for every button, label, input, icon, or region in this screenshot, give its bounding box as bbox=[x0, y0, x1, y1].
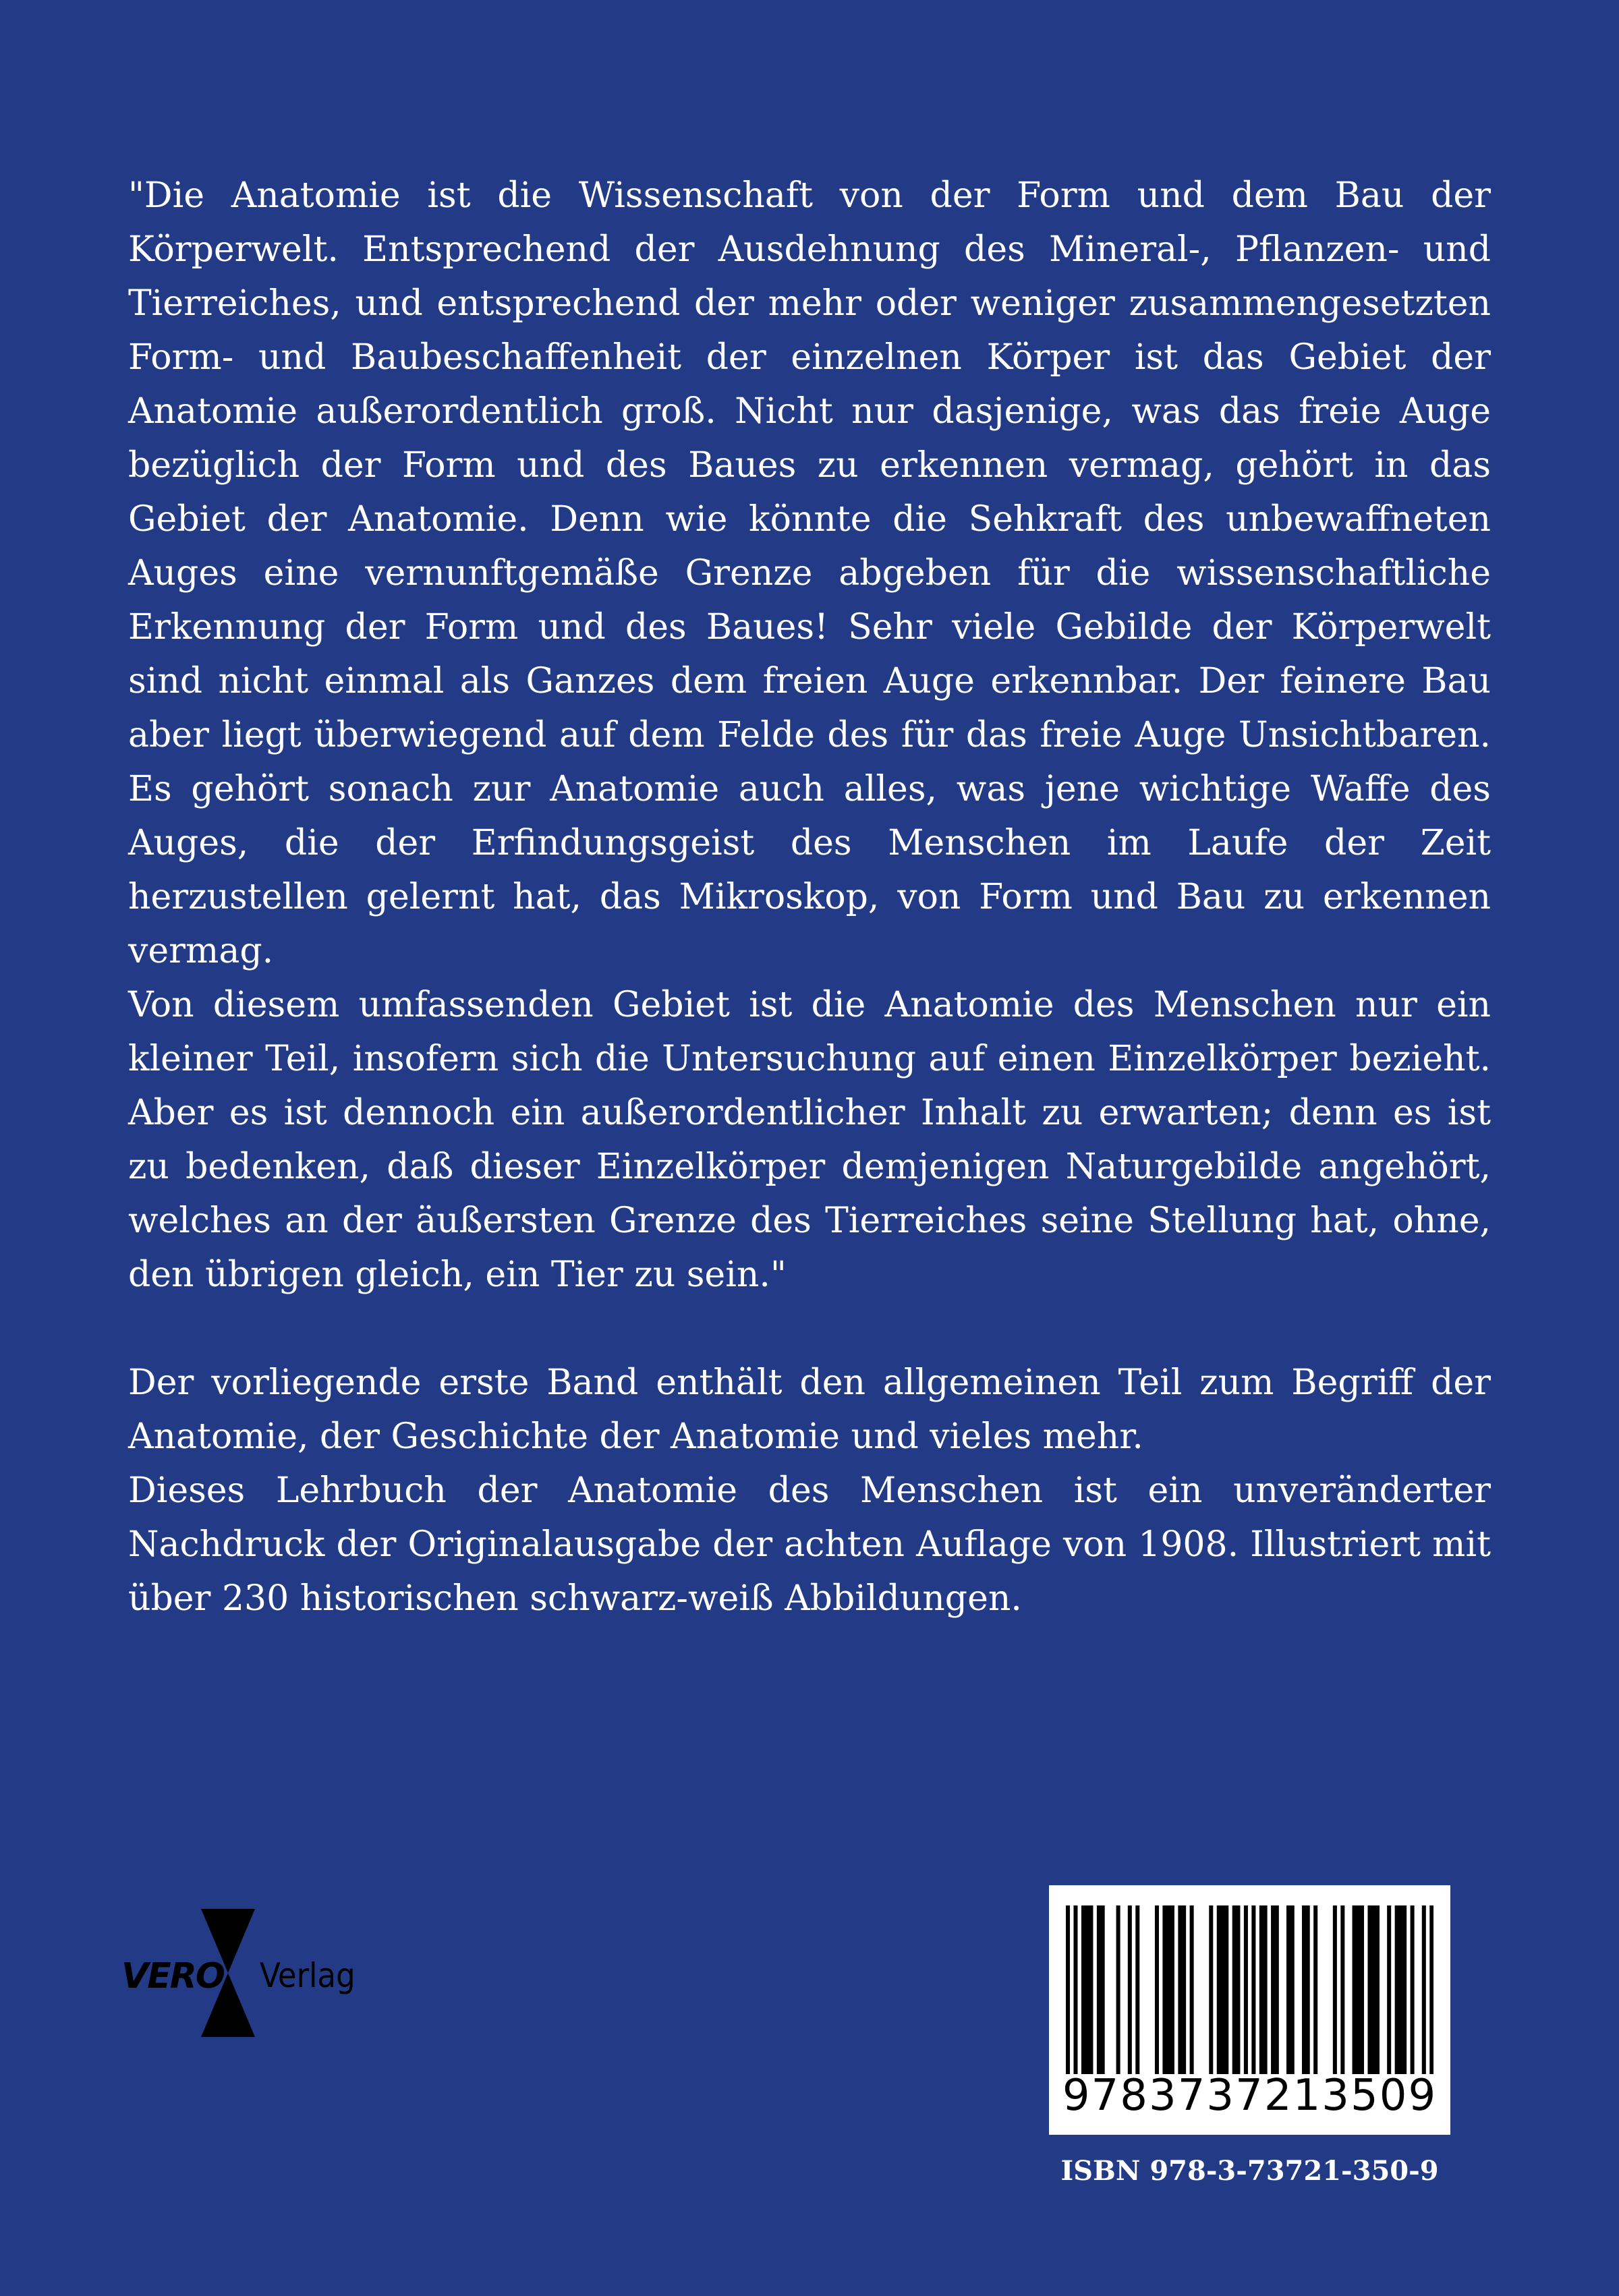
barcode-digits: 9783737213509 bbox=[1062, 2071, 1438, 2121]
barcode-bar bbox=[1275, 1905, 1279, 2074]
barcode-bar bbox=[1085, 1905, 1089, 2074]
barcode-bar bbox=[1128, 1905, 1132, 2074]
barcode-bar bbox=[1333, 1905, 1337, 2074]
barcode-bar bbox=[1271, 1905, 1275, 2074]
barcode-bar bbox=[1429, 1905, 1433, 2074]
barcode-bar bbox=[1306, 1905, 1310, 2074]
blurb-paragraph-volume: Der vorliegende erste Band enthält den allgemeinen Teil zum Begriff der Anatomie, der Geschichte der Anatomie und vieles mehr. bbox=[128, 1362, 1491, 1457]
barcode-bar bbox=[1251, 1905, 1255, 2074]
barcode-bar bbox=[1220, 1905, 1224, 2074]
barcode-bar bbox=[1089, 1905, 1093, 2074]
barcode-bar bbox=[1360, 1905, 1364, 2074]
barcode-bar bbox=[1116, 1905, 1120, 2074]
barcode-bar bbox=[1353, 1905, 1357, 2074]
barcode-bar bbox=[1313, 1905, 1317, 2074]
barcode-bar bbox=[1371, 1905, 1375, 2074]
barcode-bar bbox=[1244, 1905, 1248, 2074]
barcode-bar bbox=[1367, 1905, 1371, 2074]
barcode-bar bbox=[1387, 1905, 1391, 2074]
barcode-bar bbox=[1217, 1905, 1221, 2074]
barcode-bar bbox=[1402, 1905, 1407, 2074]
barcode-bar bbox=[1286, 1905, 1290, 2074]
barcode-bar bbox=[1162, 1905, 1166, 2074]
barcode-bar bbox=[1155, 1905, 1159, 2074]
barcode-bar bbox=[1182, 1905, 1186, 2074]
blurb-paragraph-reprint: Dieses Lehrbuch der Anatomie des Menschen ist ein unveränderter Nachdruck der Originalausgabe der achten Auflage von 1908. Illustriert mit über 230 historischen schwarz-weiß Abbildungen. bbox=[128, 1470, 1491, 1619]
barcode-bar bbox=[1395, 1905, 1399, 2074]
barcode-bar bbox=[1170, 1905, 1174, 2074]
publisher-logo bbox=[121, 1909, 356, 2037]
barcode-bar bbox=[1166, 1905, 1170, 2074]
barcode-bar bbox=[1259, 1905, 1263, 2074]
blurb-text bbox=[128, 169, 1491, 1626]
barcode-bar bbox=[1290, 1905, 1295, 2074]
logo-word-vero: VERO bbox=[121, 1956, 225, 1997]
barcode-bar bbox=[1101, 1905, 1105, 2074]
barcode-bar bbox=[1375, 1905, 1380, 2074]
barcode-bar bbox=[1411, 1905, 1415, 2074]
logo-word-verlag: Verlag bbox=[260, 1956, 356, 1995]
barcode-bar bbox=[1066, 1905, 1070, 2074]
barcode-bar bbox=[1178, 1905, 1182, 2074]
blurb-paragraph-quote-2: Von diesem umfassenden Gebiet ist die Anatomie des Menschen nur ein kleiner Teil, insofern sich die Untersuchung auf einen Einzelkörper bezieht. Aber es ist dennoch ein außerordentlicher Inhalt zu erwarten; denn es ist zu bedenken, daß dieser Einzelkörper demjenigen Naturgebilde angehört, welches an der äußersten Grenze des Tierreiches seine Stellung hat, ohne, den übrigen gleich, ein Tier zu sein." bbox=[128, 985, 1491, 1295]
barcode-bar bbox=[1302, 1905, 1306, 2074]
barcode-bar bbox=[1097, 1905, 1101, 2074]
isbn-label: ISBN 978-3-73721-350-9 bbox=[1060, 2155, 1439, 2187]
barcode-bar bbox=[1340, 1905, 1344, 2074]
barcode-bar bbox=[1422, 1905, 1426, 2074]
barcode bbox=[1049, 1885, 1450, 2135]
barcode-bar bbox=[1224, 1905, 1228, 2074]
barcode-bars bbox=[1066, 1905, 1433, 2074]
barcode-bar bbox=[1135, 1905, 1139, 2074]
barcode-bar bbox=[1398, 1905, 1402, 2074]
blurb-paragraph-quote-1: "Die Anatomie ist die Wissenschaft von der Form und dem Bau der Körperwelt. Entsprechend der Ausdehnung des Mineral-, Pflanzen- und Tierreiches, und entsprechend der mehr oder weniger zusammengesetzten Form- und Baubeschaffenheit der einzelnen Körper ist das Gebiet der Anatomie außerordentlich groß. Nicht nur dasjenige, was das freie Auge bezüglich der Form und des Baues zu erkennen vermag, gehört in das Gebiet der Anatomie. Denn wie könnte die Sehkraft des unbewaffneten Auges eine vernunftgemäße Grenze abgeben für die wissenschaftliche Erkennung der Form und des Baues! Sehr viele Gebilde der Körperwelt sind nicht einmal als Ganzes dem freien Auge erkennbar. Der feinere Bau aber liegt überwiegend auf dem Felde des für das freie Auge Unsichtbaren. Es gehört sonach zur Anatomie auch alles, was jene wichtige Waffe des Auges, die der Erfindungsgeist des Menschen im Laufe der Zeit herzustellen gelernt hat, das Mikroskop, von Form und Bau zu erkennen vermag. bbox=[128, 175, 1491, 971]
barcode-bar bbox=[1081, 1905, 1085, 2074]
barcode-bar bbox=[1073, 1905, 1077, 2074]
barcode-bar bbox=[1232, 1905, 1237, 2074]
barcode-bar bbox=[1263, 1905, 1268, 2074]
barcode-bar bbox=[1236, 1905, 1240, 2074]
barcode-bar bbox=[1190, 1905, 1194, 2074]
barcode-bar bbox=[1209, 1905, 1213, 2074]
barcode-bar bbox=[1356, 1905, 1360, 2074]
